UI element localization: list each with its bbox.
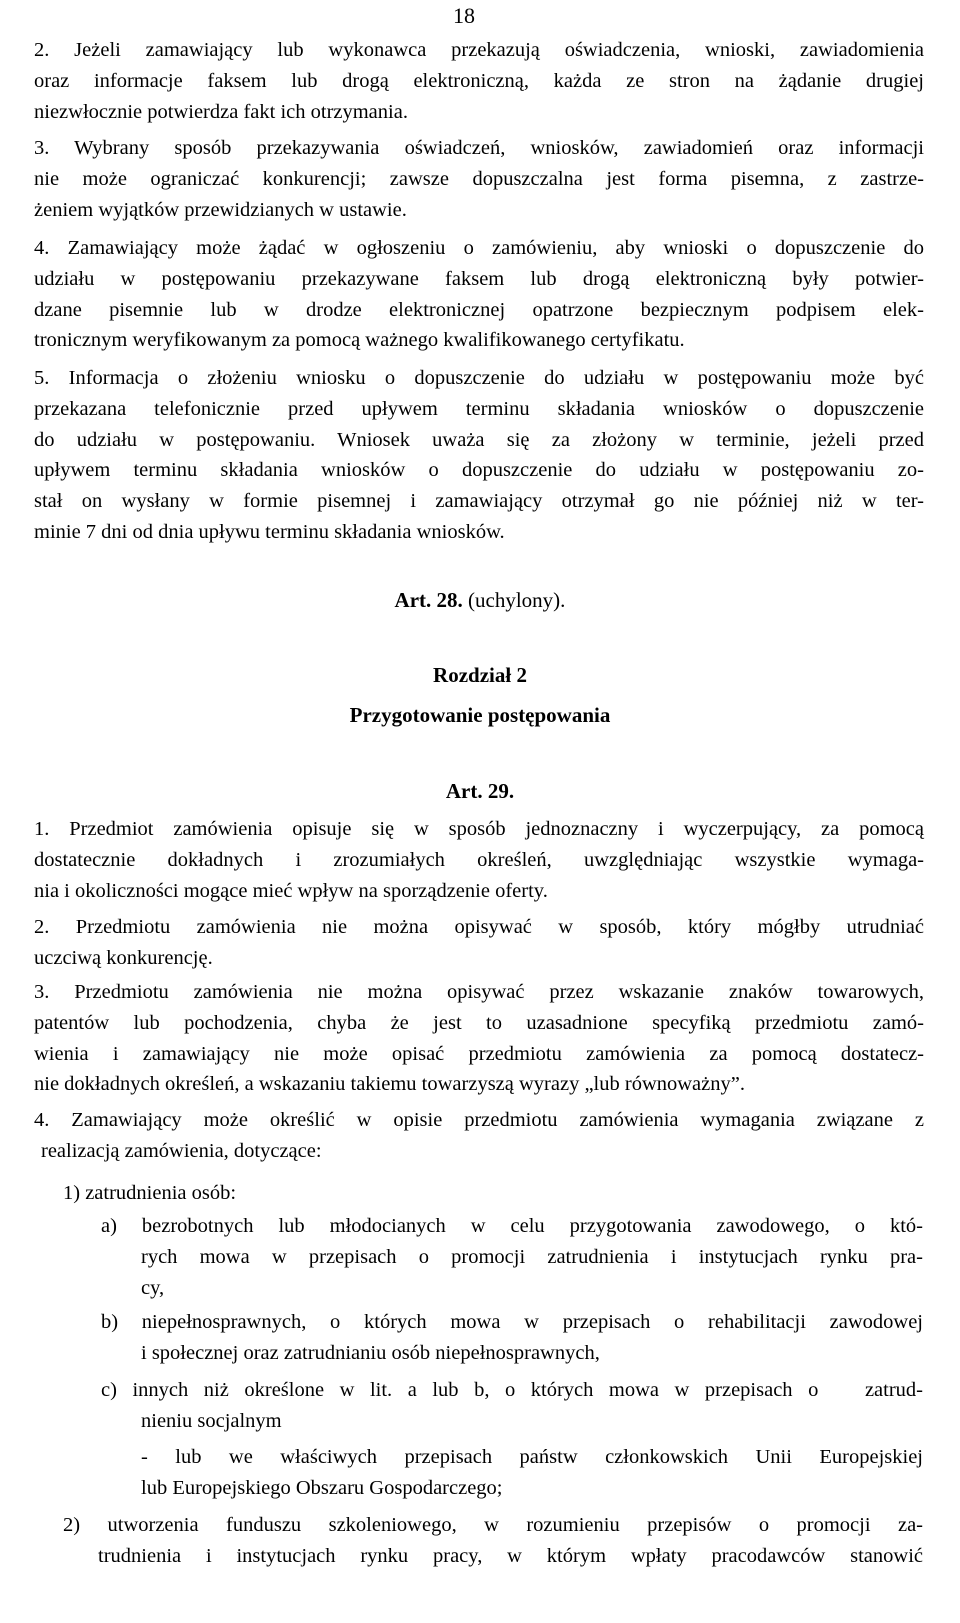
text-line: a) bezrobotnych lub młodocianych w celu przygotowania zawodowego, o któ- [101, 1215, 923, 1237]
text-line: patentów lub pochodzenia, chyba że jest to uzasadnione specyfiką przedmiotu zamó- [34, 1011, 924, 1034]
text-line: 3. Wybrany sposób przekazywania oświadczeń, wniosków, zawiadomień oraz informacji [34, 137, 924, 159]
article-note: (uchylony). [462, 588, 566, 612]
text-line: 5. Informacja o złożeniu wniosku o dopuszczenie do udziału w postępowaniu może być [34, 367, 924, 389]
text-line: 2. Przedmiotu zamówienia nie można opisywać w sposób, który mógłby utrudniać [34, 916, 924, 938]
text-line: i społecznej oraz zatrudnianiu osób niepełnosprawnych, [141, 1341, 600, 1364]
art27-paragraph-5 [34, 363, 924, 548]
art29-paragraph-1 [34, 814, 924, 906]
text-line: uczciwą konkurencję. [34, 946, 213, 969]
text-line: 1) zatrudnienia osób: [63, 1182, 237, 1204]
text-line: c) innych niż określone w lit. a lub b, o których mowa w przepisach o zatrud- [101, 1379, 923, 1401]
art29-heading: Art. 29. [445, 779, 515, 803]
art27-paragraph-2 [34, 35, 924, 127]
text-line: upływem terminu składania wniosków o dopuszczenie do udziału w postępowaniu zo- [34, 459, 924, 482]
text-line: rych mowa w przepisach o promocji zatrudnienia i instytucjach rynku pra- [141, 1245, 923, 1268]
text-line: żeniem wyjątków przewidzianych w ustawie. [34, 198, 407, 221]
art29-paragraph-2 [34, 912, 924, 974]
chapter-title: Przygotowanie postępowania [349, 703, 611, 727]
text-line: nie dokładnych określeń, a wskazaniu takiemu towarzyszą wyrazy „lub równoważny”. [34, 1073, 745, 1096]
art29-item-1c [101, 1375, 923, 1437]
art29-item-1 [63, 1178, 863, 1209]
text-line: udziału w postępowaniu przekazywane faksem lub drogą elektroniczną były potwier- [34, 267, 924, 290]
art29-paragraph-3 [34, 977, 924, 1100]
text-line: 1. Przedmiot zamówienia opisuje się w sposób jednoznaczny i wyczerpujący, za pomocą [34, 818, 924, 840]
text-line: niezwłocznie potwierdza fakt ich otrzymania. [34, 100, 408, 123]
text-line: nia i okoliczności mogące mieć wpływ na sporządzenie oferty. [34, 879, 548, 902]
text-line: b) niepełnosprawnych, o których mowa w przepisach o rehabilitacji zawodowej [101, 1311, 923, 1333]
text-line: stał on wysłany w formie pisemnej i zamawiający otrzymał go nie później niż w ter- [34, 490, 924, 513]
text-line: lub Europejskiego Obszaru Gospodarczego; [141, 1476, 503, 1499]
text-line: do udziału w postępowaniu. Wniosek uważa się za złożony w terminie, jeżeli przed [34, 428, 924, 451]
page-number: 18 [453, 3, 475, 28]
text-line: - lub we właściwych przepisach państw członkowskich Unii Europejskiej [141, 1446, 923, 1468]
text-line: 4. Zamawiający może określić w opisie przedmiotu zamówienia wymagania związane z [34, 1109, 924, 1131]
text-line: nieniu socjalnym [141, 1409, 282, 1432]
text-line: realizacją zamówienia, dotyczące: [41, 1139, 322, 1162]
chapter-number: Rozdział 2 [433, 663, 527, 687]
text-line: 3. Przedmiotu zamówienia nie można opisywać przez wskazanie znaków towarowych, [34, 981, 924, 1003]
text-line: 2. Jeżeli zamawiający lub wykonawca przekazują oświadczenia, wnioski, zawiadomienia [34, 39, 924, 61]
article-label: Art. 28. [394, 588, 463, 612]
text-line: wienia i zamawiający nie może opisać przedmiotu zamówienia za pomocą dostatecz- [34, 1042, 924, 1065]
art28-heading [0, 585, 960, 615]
text-line: cy, [141, 1276, 165, 1299]
text-line: przekazana telefonicznie przed upływem terminu składania wniosków o dopuszczenie [34, 397, 924, 420]
art27-paragraph-3 [34, 133, 924, 225]
art29-item-1c-dash [141, 1442, 923, 1504]
art29-item-1b [101, 1307, 923, 1369]
art29-paragraph-4 [34, 1105, 924, 1167]
text-line: oraz informacje faksem lub drogą elektroniczną, każda ze stron na żądanie drugiej [34, 69, 924, 92]
text-line: dostatecznie dokładnych i zrozumiałych określeń, uwzględniając wszystkie wymaga- [34, 848, 924, 871]
text-line: 4. Zamawiający może żądać w ogłoszeniu o zamówieniu, aby wnioski o dopuszczenie do [34, 237, 924, 259]
text-line: dzane pisemnie lub w drodze elektronicznej opatrzone bezpiecznym podpisem elek- [34, 298, 924, 321]
text-line: minie 7 dni od dnia upływu terminu składania wniosków. [34, 520, 505, 543]
text-line: tronicznym weryfikowanym za pomocą ważnego kwalifikowanego certyfikatu. [34, 329, 685, 352]
art27-paragraph-4 [34, 233, 924, 356]
art29-item-1a [101, 1211, 923, 1303]
text-line: 2) utworzenia funduszu szkoleniowego, w rozumieniu przepisów o promocji za- [63, 1514, 923, 1536]
text-line: trudnienia i instytucjach rynku pracy, w którym wpłaty pracodawców stanowić [98, 1544, 923, 1567]
art29-item-2 [63, 1510, 923, 1572]
text-line: nie może ograniczać konkurencji; zawsze dopuszczalna jest forma pisemna, z zastrze- [34, 167, 924, 190]
